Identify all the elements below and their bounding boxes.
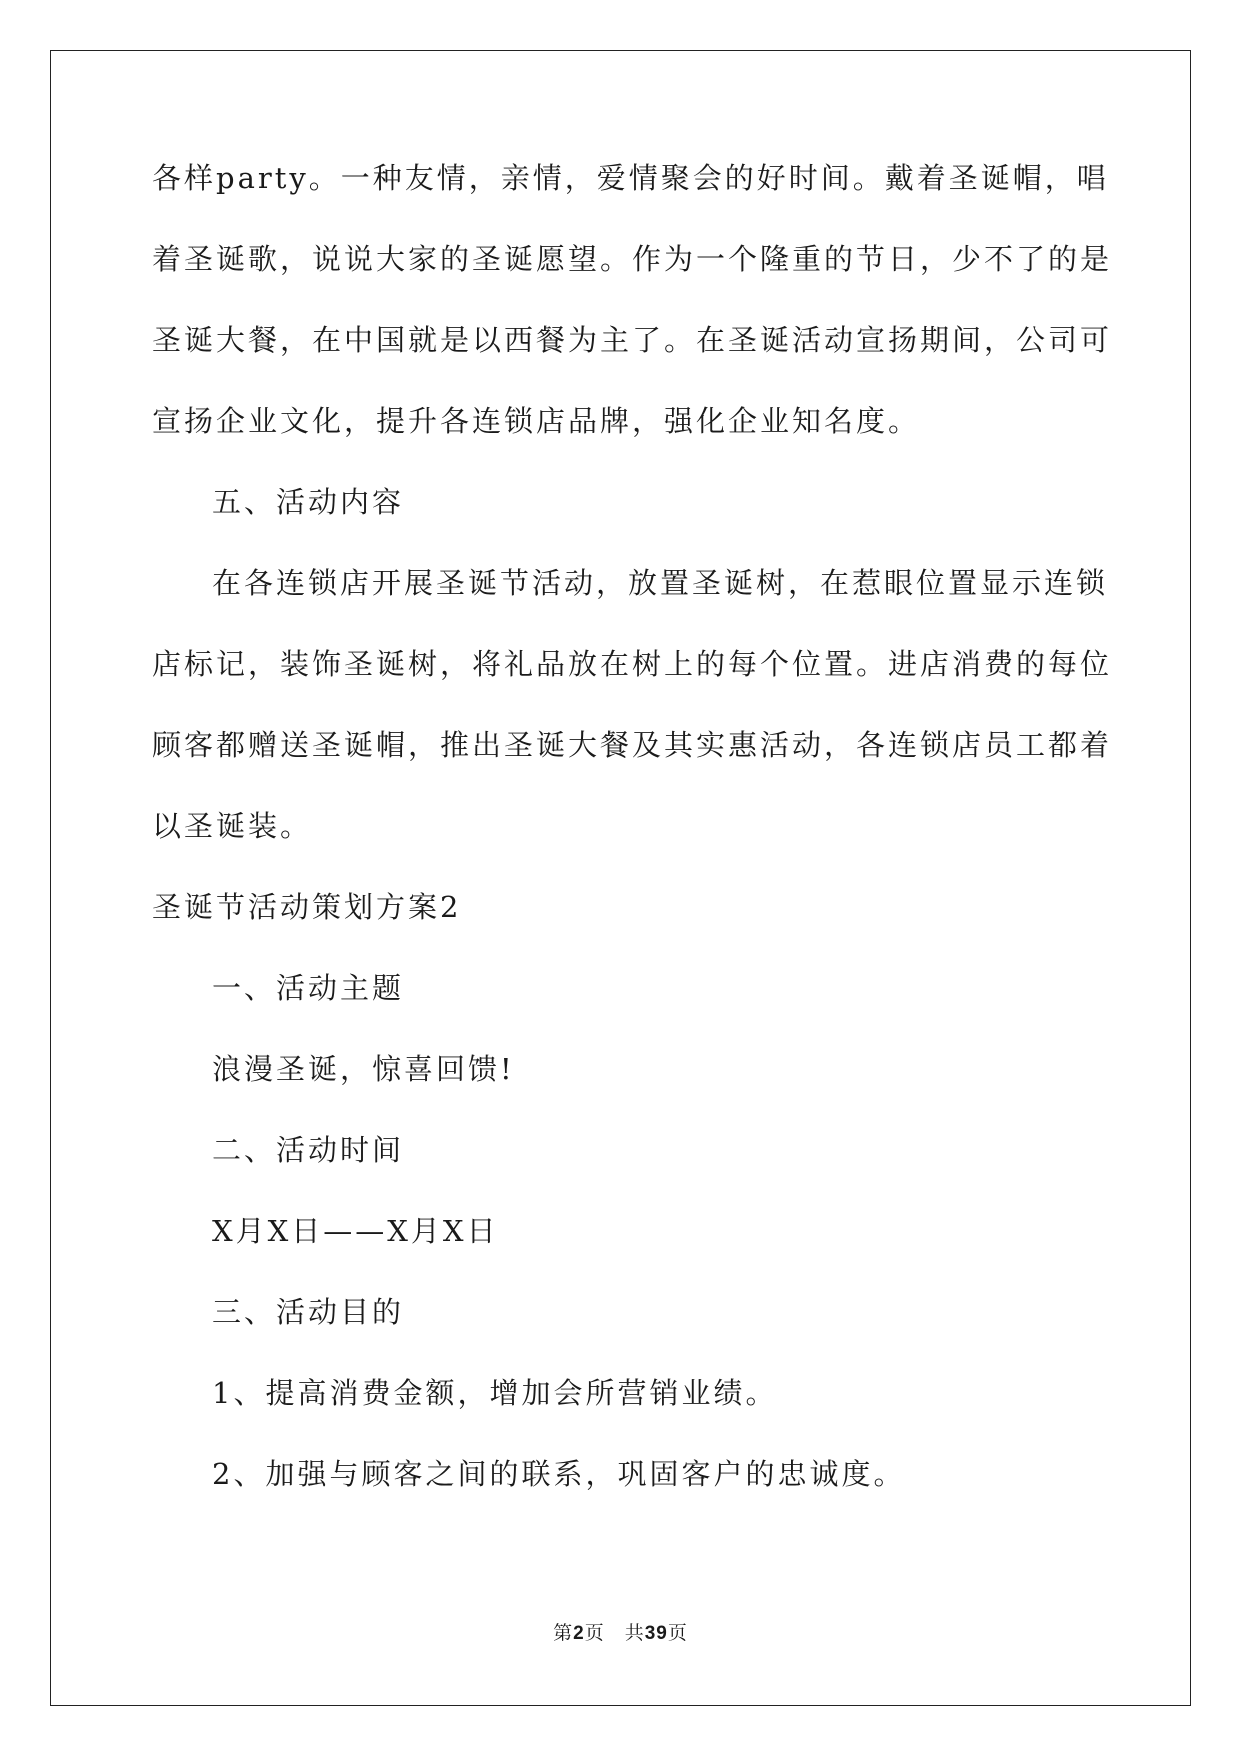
paragraph-line: 着圣诞歌，说说大家的圣诞愿望。作为一个隆重的节日，少不了的是: [152, 242, 1113, 276]
paragraph-line: 以圣诞装。: [152, 809, 313, 843]
paragraph-line: 店标记，装饰圣诞树，将礼品放在树上的每个位置。进店消费的每位: [152, 647, 1113, 681]
list-item: 2、加强与顾客之间的联系，巩固客户的忠诚度。: [212, 1457, 906, 1491]
section-heading: 五、活动内容: [212, 485, 405, 519]
footer-prefix: 第: [553, 1623, 574, 1644]
paragraph-line: 在各连锁店开展圣诞节活动，放置圣诞树，在惹眼位置显示连锁: [212, 566, 1109, 600]
section-heading: 三、活动目的: [212, 1295, 405, 1329]
list-item: 1、提高消费金额，增加会所营销业绩。: [212, 1376, 778, 1410]
section-heading: 二、活动时间: [212, 1133, 405, 1167]
footer-mid: 页 共: [584, 1623, 645, 1644]
document-title: 圣诞节活动策划方案2: [152, 890, 462, 924]
paragraph-line: 顾客都赠送圣诞帽，推出圣诞大餐及其实惠活动，各连锁店员工都着: [152, 728, 1113, 762]
document-body: [152, 158, 1113, 1535]
current-page-number: 2: [573, 1623, 585, 1644]
paragraph-line: X月X日——X月X日: [212, 1214, 499, 1248]
page-footer: [0, 1618, 1241, 1645]
paragraph-line: 圣诞大餐，在中国就是以西餐为主了。在圣诞活动宣扬期间，公司可: [152, 323, 1113, 357]
section-heading: 一、活动主题: [212, 971, 405, 1005]
paragraph-line: 浪漫圣诞，惊喜回馈!: [212, 1052, 515, 1086]
paragraph-line: 宣扬企业文化，提升各连锁店品牌，强化企业知名度。: [152, 404, 921, 438]
total-page-count: 39: [644, 1623, 668, 1644]
footer-suffix: 页: [667, 1623, 688, 1644]
paragraph-line: 各样party。一种友情，亲情，爱情聚会的好时间。戴着圣诞帽，唱: [152, 161, 1109, 195]
